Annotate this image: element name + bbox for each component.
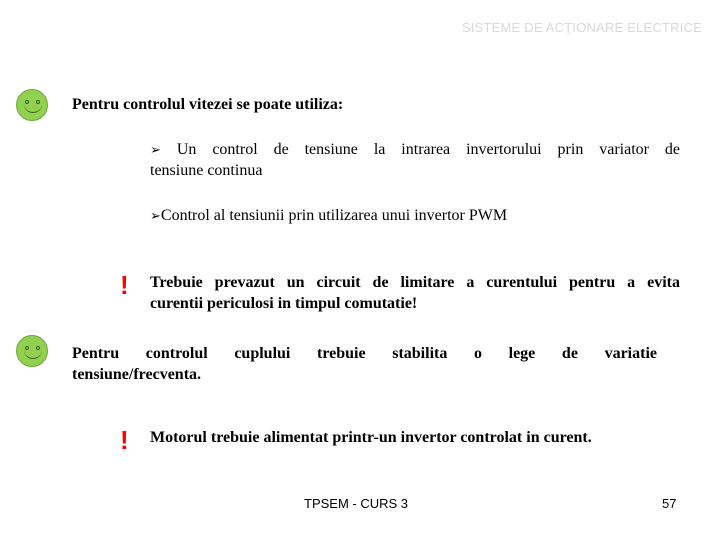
arrow-bullet-icon: ➢ bbox=[150, 143, 161, 158]
bullet-voltage-control-line2: tensiune continua bbox=[150, 162, 263, 179]
arrow-bullet-icon: ➢ bbox=[150, 209, 161, 224]
smiley-face-icon bbox=[16, 335, 48, 367]
speed-control-heading: Pentru controlul vitezei se poate utiliza: bbox=[72, 96, 344, 113]
warning-current-inverter: Motorul trebuie alimentat printr-un invertor controlat in curent. bbox=[150, 429, 592, 446]
footer-page-number: 57 bbox=[662, 496, 677, 511]
exclamation-icon: ! bbox=[120, 270, 129, 300]
footer-course-label: TPSEM - CURS 3 bbox=[304, 496, 409, 511]
bullet-pwm-inverter: ➢Control al tensiunii prin utilizarea unui invertor PWM bbox=[150, 207, 508, 224]
torque-control-line1: Pentru controlul cuplului trebuie stabilita o lege de variatie bbox=[72, 345, 657, 362]
smiley-face-icon bbox=[16, 89, 48, 121]
exclamation-icon: ! bbox=[120, 425, 129, 455]
bullet-voltage-control-line1: ➢ Un control de tensiune la intrarea invertorului prin variator de bbox=[150, 141, 681, 158]
warning-current-limit-line1: Trebuie prevazut un circuit de limitare a curentului pentru a evita bbox=[150, 274, 680, 291]
smiley-mouth bbox=[24, 350, 42, 359]
torque-control-line2: tensiune/frecventa. bbox=[72, 366, 202, 383]
smiley-mouth bbox=[24, 104, 42, 113]
warning-current-limit-line2: curentii periculosi in timpul comutatie! bbox=[150, 295, 418, 312]
slide-header-title: SISTEME DE ACŢIONARE ELECTRICE bbox=[461, 20, 702, 35]
